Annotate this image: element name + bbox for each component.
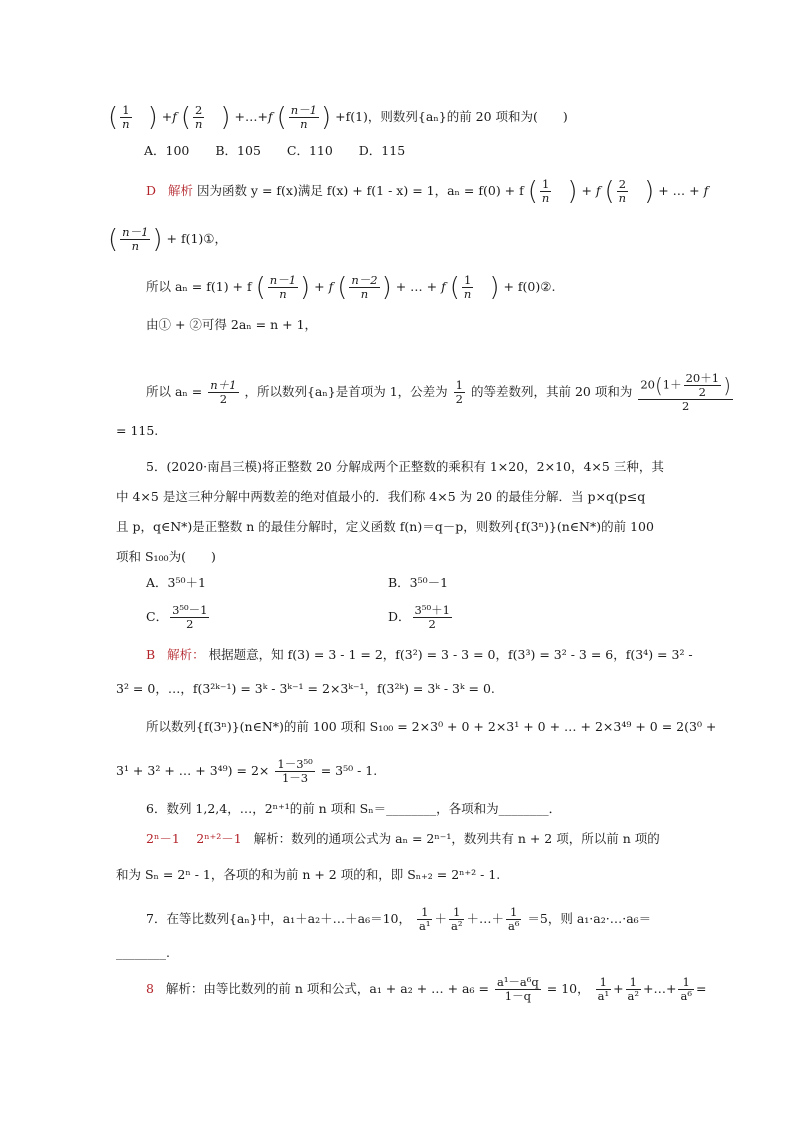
solution-text: 因为函数 y = f(x)满足 f(x) + f(1 - x) = 1，aₙ = f(0) + f [196,183,524,198]
fraction: $\frac{n-1}{n}$ [122,225,149,253]
fraction: $\frac{1}{2}$ [455,378,463,406]
q4-solution-line4: 由① + ②可得 2aₙ = n + 1， [146,317,318,332]
solution-text: + f(1)①， [166,231,228,246]
answer-letter: B [146,647,156,662]
q5-option-a: A．3⁵⁰＋1 [146,575,206,590]
q6-line1: 6．数列 1,2,4，…，2ⁿ⁺¹的前 n 项和 Sₙ＝________，各项和为________． [146,801,562,816]
fraction: 20(1＋ $\frac{20+1}{2}$ ) 2 [640,371,731,413]
fraction: $\frac{1}{\text{a¹}}$ [419,905,431,933]
left-paren-icon: ( [108,102,119,133]
option-d: D．115 [358,143,406,158]
right-paren-icon: ) [152,224,163,255]
fraction: $\frac{\text{a¹－a⁶q}}{1-q}$ [496,975,539,1003]
q6-solution-line1 [146,830,660,848]
fraction: $\frac{1}{\text{a⁶}}$ [507,905,520,933]
left-paren-icon: ( [604,176,615,207]
solution-text: = 10， [546,981,590,996]
option-b: B．105 [215,143,261,158]
q6-solution-line2: 和为 Sₙ = 2ⁿ - 1，各项的和为前 n + 2 项的和，即 Sₙ₊₂ = 2ⁿ⁺² - 1. [116,867,501,882]
q4-options [144,142,405,160]
fraction: $\frac{1}{\text{a⁶}}$ [680,975,692,1003]
right-paren-icon: ) [489,272,500,303]
solution-text: + f(0)②. [503,279,556,294]
left-paren-icon: ( [255,272,266,303]
right-paren-icon: ) [644,176,655,207]
left-paren-icon: ( [180,102,191,133]
fraction: $\frac{1}{n}$ [541,177,550,205]
q5-solution-line1 [146,646,693,664]
answer-text: 2ⁿ－1 2ⁿ⁺²－1 [146,831,242,846]
fraction: $\frac{1}{\text{a²}}$ [450,905,463,933]
right-paren-icon: ) [147,102,158,133]
fraction: $\frac{n-1}{n}$ [290,103,317,131]
solution-text: 解析：由等比数列的前 n 项和公式，a₁ + a₂ + … + a₆ = [165,981,489,996]
option-label: D． [388,609,411,624]
right-paren-icon: ) [381,272,392,303]
fraction: $\frac{1}{n}$ [463,273,472,301]
solution-text: 的等差数列，其前 20 项和为 [470,384,633,399]
q4-top-text: +f(1)，则数列{aₙ}的前 20 项和为( ) [335,109,568,124]
solution-text: 3¹ + 3² + … + 3⁴⁹) = 2× [116,763,270,778]
answer-letter: D [146,183,157,198]
q5-option-d [388,604,454,631]
q5-option-b: B．3⁵⁰－1 [388,575,449,590]
option-label: C． [146,609,169,624]
option-a: A．100 [144,143,190,158]
q5-solution-line3: 所以数列{f(3ⁿ)}(n∈N*)的前 100 项和 S₁₀₀ = 2×3⁰ + 0 + 2×3¹ + 0 + … + 2×3⁴⁹ + 0 = 2(3⁰ + [146,719,717,734]
fraction: $\frac{n+1}{2}$ [210,378,237,406]
solution-text: = 3⁵⁰ - 1. [320,763,378,778]
right-paren-icon: ) [567,176,578,207]
q4-solution-line1: D 解析 因为函数 y = f(x)满足 f(x) + f(1 - x) = 1，aₙ = f(0) + f ( $\frac{1}{n}$ ) + f ( $\frac{2}{n}$ ) + … + f [146,176,709,207]
q7-line1: 7．在等比数列{aₙ}中，a₁＋a₂＋…＋a₆＝10， $\frac{1}{\text{a¹}}$ ＋ $\frac{1}{\text{a²}}$ ＋…＋ $\frac{1}{\text{a⁶}}$ ＝5，则 a₁·a₂·…·a₆＝ [146,905,652,933]
q5-option-c [146,604,211,631]
fraction: $\frac{\text{3⁵⁰－1}}{2}$ [172,603,208,631]
left-paren-icon: ( [108,224,119,255]
option-c: C．110 [286,143,333,158]
fraction: $\frac{1}{\text{a²}}$ [627,975,640,1003]
q5-solution-line4 [116,758,377,785]
solution-text: 根据题意，知 f(3) = 3 - 1 = 2，f(3²) = 3 - 3 = 0，f(3³) = 3² - 3 = 6，f(3⁴) = 3² - [208,647,693,662]
solution-text: ，所以数列{aₙ}是首项为 1，公差为 [244,384,448,399]
fraction: $\frac{n-1}{n}$ [269,273,297,301]
answer-text: 8 [146,981,154,996]
fraction: $\frac{2}{n}$ [618,177,627,205]
q4-solution-line2 [108,226,227,253]
q4-solution-line5 [146,372,735,413]
left-paren-icon: ( [337,272,348,303]
q5-line3: 且 p，q∈N*)是正整数 n 的最佳分解时，定义函数 f(n)＝q－p，则数列{f(3ⁿ)}(n∈N*)的前 100 [116,519,654,534]
q8-solution-line1: 8 解析：由等比数列的前 n 项和公式，a₁ + a₂ + … + a₆ = $\frac{\text{a¹－a⁶q}}{1-q}$ = 10， $\frac{1}{\text{a¹}}$ + $\frac{1}{\text{a²}}$ +…+ $\frac{1}{\text{a⁶}}$ = [146,975,707,1003]
right-paren-icon: ) [320,102,332,133]
q5-line4: 项和 S₁₀₀为( ) [116,549,216,564]
q7-blank: ________. [116,945,170,960]
fraction: $\frac{\text{3⁵⁰＋1}}{2}$ [414,603,450,631]
fraction: $\frac{2}{n}$ [194,103,203,131]
analysis-label: 解析： [167,647,205,662]
fraction: $\frac{1}{n}$ [122,103,130,131]
q5-line1: 5．(2020·南昌三模)将正整数 20 分解成两个正整数的乘积有 1×20，2×10，4×5 三种，其 [146,459,664,474]
q4-solution-line3: 所以 aₙ = f(1) + f ( $\frac{n-1}{n}$ ) + f ( $\frac{n-2}{n}$ ) + … + f ( $\frac{1}{n}$ ) + f(0)②. [146,272,556,303]
solution-text: 所以 aₙ = [146,384,203,399]
question-text: 7．在等比数列{aₙ}中，a₁＋a₂＋…＋a₆＝10， [146,911,412,926]
q4-top-line: ( $\frac{1}{n}$ ) +f ( $\frac{2}{n}$ ) +…+f ( $\frac{n-1}{n}$ ) +f(1)，则数列{aₙ}的前 20 项和为( ) [108,102,568,133]
question-text: ＝5，则 a₁·a₂·…·a₆＝ [527,911,652,926]
q5-solution-line2: 3² = 0，…，f(3²ᵏ⁻¹) = 3ᵏ - 3ᵏ⁻¹ = 2×3ᵏ⁻¹，f(3²ᵏ) = 3ᵏ - 3ᵏ = 0. [116,681,495,696]
q4-solution-line6: = 115. [116,423,159,438]
left-paren-icon: ( [449,272,460,303]
right-paren-icon: ) [220,102,231,133]
right-paren-icon: ) [300,272,311,303]
solution-text: 所以 aₙ = f(1) + f [146,279,252,294]
q5-line2: 中 4×5 是这三种分解中两数差的绝对值最小的．我们称 4×5 为 20 的最佳分解．当 p×q(p≤q [116,489,646,504]
analysis-label: 解析 [167,183,193,198]
left-paren-icon: ( [527,176,538,207]
fraction: $\frac{\text{1－3⁵⁰}}{1-3}$ [277,757,313,785]
solution-text: 解析：数列的通项公式为 aₙ = 2ⁿ⁻¹，数列共有 n + 2 项，所以前 n 项的 [253,831,660,846]
fraction: $\frac{1}{\text{a¹}}$ [597,975,610,1003]
left-paren-icon: ( [276,102,287,133]
fraction: $\frac{n-2}{n}$ [351,273,378,301]
